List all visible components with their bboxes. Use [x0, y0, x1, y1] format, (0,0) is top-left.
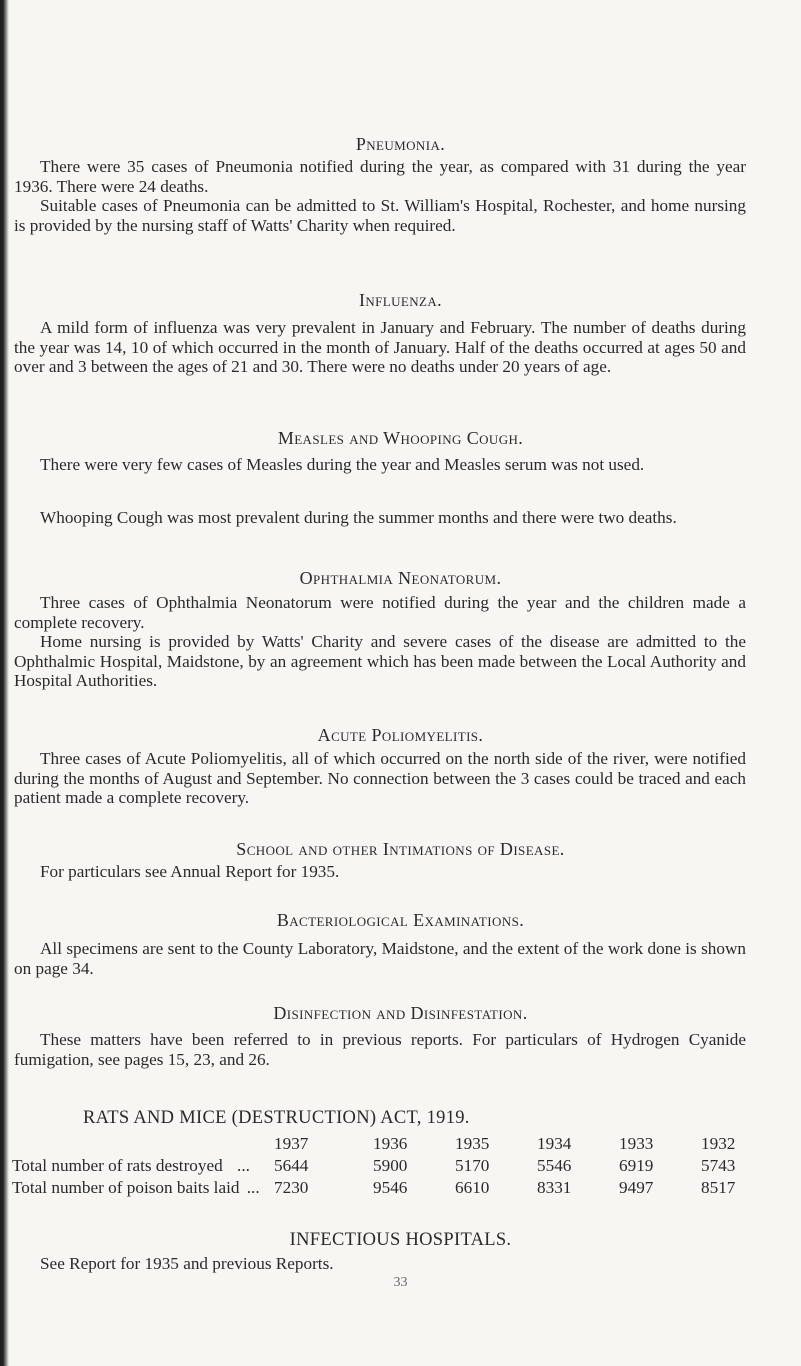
disinfection-paragraph: These matters have been referred to in previous reports. For particulars of Hydrogen Cyanide fumigation, see pages 15, 23, and 26.: [14, 1030, 746, 1069]
row-label: Total number of rats destroyed: [12, 1156, 223, 1175]
table-row: [12, 1155, 783, 1177]
infectious-hospitals-heading: INFECTIOUS HOSPITALS.: [289, 1230, 512, 1250]
table-header-row: [12, 1133, 783, 1155]
bacteriological-heading: Bacteriological Examinations.: [276, 910, 525, 930]
row-label: Total number of poison baits laid: [12, 1178, 240, 1197]
page-number: 33: [393, 1275, 408, 1290]
influenza-heading: Influenza.: [358, 290, 443, 310]
measles-heading: Measles and Whooping Cough.: [277, 428, 524, 448]
ophthalmia-heading: Ophthalmia Neonatorum.: [299, 568, 502, 588]
ophthalmia-paragraph-2: Home nursing is provided by Watts' Charity and severe cases of the disease are admitted to the Ophthalmic Hospital, Maidstone, by an agreement which has been made between the Local Authority and Hospital Authorities.: [14, 632, 746, 691]
table-cell: 9497: [619, 1178, 654, 1197]
year-header: 1936: [373, 1134, 408, 1153]
rats-mice-table: [12, 1133, 783, 1199]
table-cell: 5170: [455, 1156, 490, 1175]
table-cell: 6919: [619, 1156, 654, 1175]
pneumonia-paragraph-1: There were 35 cases of Pneumonia notified during the year, as compared with 31 during the year 1936. There were 24 deaths.: [14, 157, 746, 196]
table-cell: 5546: [537, 1156, 572, 1175]
bacteriological-paragraph: All specimens are sent to the County Laboratory, Maidstone, and the extent of the work done is shown on page 34.: [14, 939, 746, 978]
table-cell: 9546: [373, 1178, 408, 1197]
table-cell: 7230: [274, 1178, 309, 1197]
table-cell: 8517: [701, 1178, 736, 1197]
table-cell: 5900: [373, 1156, 408, 1175]
year-header: 1933: [619, 1134, 654, 1153]
table-cell: 8331: [537, 1178, 572, 1197]
school-intimations-paragraph: For particulars see Annual Report for 1935.: [40, 862, 340, 881]
ophthalmia-paragraph-1: Three cases of Ophthalmia Neonatorum were notified during the year and the children made a complete recovery.: [14, 593, 746, 632]
row-leader: ...: [237, 1156, 250, 1175]
year-header: 1934: [537, 1134, 572, 1153]
table-cell: 6610: [455, 1178, 490, 1197]
pneumonia-paragraph-2: Suitable cases of Pneumonia can be admitted to St. William's Hospital, Rochester, and home nursing is provided by the nursing staff of Watts' Charity when required.: [14, 196, 746, 235]
table-row: [12, 1177, 783, 1199]
disinfection-heading: Disinfection and Disinfestation.: [273, 1003, 528, 1023]
poliomyelitis-heading: Acute Poliomyelitis.: [317, 725, 484, 745]
measles-paragraph-1: There were very few cases of Measles during the year and Measles serum was not used.: [40, 455, 645, 474]
infectious-hospitals-paragraph: See Report for 1935 and previous Reports.: [40, 1254, 334, 1273]
table-cell: 5743: [701, 1156, 736, 1175]
year-header: 1932: [701, 1134, 736, 1153]
rats-mice-table-title: RATS AND MICE (DESTRUCTION) ACT, 1919.: [83, 1108, 470, 1128]
pneumonia-heading: Pneumonia.: [355, 134, 446, 154]
measles-paragraph-2: Whooping Cough was most prevalent during the summer months and there were two deaths.: [40, 508, 677, 527]
school-intimations-heading: School and other Intimations of Disease.: [236, 839, 565, 859]
influenza-paragraph-1: A mild form of influenza was very prevalent in January and February. The number of deaths during the year was 14, 10 of which occurred in the month of January. Half of the deaths occurred at ages 50 and over and 3 between the ages of 21 and 30. There were no deaths under 20 years of age.: [14, 318, 746, 377]
year-header: 1935: [455, 1134, 490, 1153]
year-header: 1937: [274, 1134, 309, 1153]
poliomyelitis-paragraph-1: Three cases of Acute Poliomyelitis, all of which occurred on the north side of the river, were notified during the months of August and September. No connection between the 3 cases could be traced and each patient made a complete recovery.: [14, 749, 746, 808]
table-cell: 5644: [274, 1156, 309, 1175]
row-leader: ...: [246, 1178, 260, 1197]
